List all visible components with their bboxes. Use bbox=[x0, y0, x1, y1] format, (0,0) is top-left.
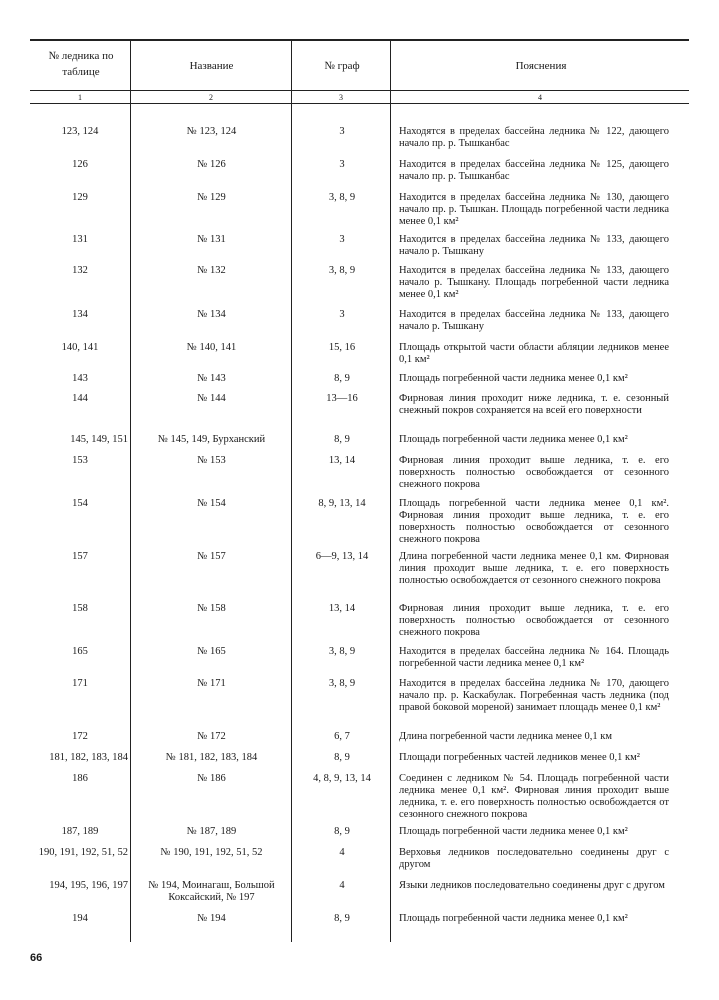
cell-graphs: 8, 9 bbox=[334, 752, 350, 763]
cell-note: Находится в пределах бассейна ледника № 170, дающего начало пр. р. Каскабулак. Погребенная часть ледника (под правой боковой мореной) занимает площадь менее 0,1 км² bbox=[399, 678, 669, 713]
cell-glacier-number: 143 bbox=[72, 373, 88, 384]
cell-note: Находится в пределах бассейна ледника № 133, дающего начало р. Тышкану. Площадь погребенной части ледника менее 0,1 км² bbox=[399, 265, 669, 300]
cell-glacier-number: 144 bbox=[72, 393, 88, 404]
cell-glacier-number: 145, 149, 151 bbox=[70, 434, 128, 445]
cell-note: Верховья ледников последовательно соединены друг с другом bbox=[399, 847, 669, 870]
cell-graphs: 13, 14 bbox=[328, 455, 356, 466]
cell-glacier-number: 126 bbox=[72, 159, 88, 170]
cell-note: Находится в пределах бассейна ледника № 133, дающего начало р. Тышкану bbox=[399, 309, 669, 332]
cell-name: № 186 bbox=[197, 773, 226, 784]
cell-glacier-number: 134 bbox=[72, 309, 88, 320]
cell-name: № 134 bbox=[197, 309, 226, 320]
cell-glacier-number: 171 bbox=[72, 678, 88, 689]
cell-name: № 153 bbox=[197, 455, 226, 466]
cell-note: Находится в пределах бассейна ледника № 125, дающего начало пр. р. Тышканбас bbox=[399, 159, 669, 182]
column-number-4: 4 bbox=[538, 93, 542, 102]
cell-name: № 144 bbox=[197, 393, 226, 404]
cell-graphs: 4 bbox=[339, 847, 345, 858]
cell-graphs: 8, 9 bbox=[334, 373, 350, 384]
cell-graphs: 6—9, 13, 14 bbox=[315, 551, 369, 562]
cell-name: № 194 bbox=[197, 913, 226, 924]
cell-name: № 157 bbox=[197, 551, 226, 562]
cell-graphs: 8, 9, 13, 14 bbox=[318, 498, 366, 509]
header-col-name: Название bbox=[189, 60, 234, 72]
cell-graphs: 3, 8, 9 bbox=[328, 192, 356, 203]
cell-graphs: 15, 16 bbox=[328, 342, 356, 353]
cell-note: Находится в пределах бассейна ледника № 133, дающего начало р. Тышкану bbox=[399, 234, 669, 257]
cell-glacier-number: 172 bbox=[72, 731, 88, 742]
cell-name: № 145, 149, Бурханский bbox=[157, 434, 266, 445]
header-bottom-rule bbox=[30, 90, 689, 91]
cell-graphs: 8, 9 bbox=[334, 913, 350, 924]
cell-glacier-number: 181, 182, 183, 184 bbox=[49, 752, 128, 763]
cell-graphs: 6, 7 bbox=[334, 731, 350, 742]
cell-note: Соединен с ледником № 54. Площадь погребенной части ледника менее 0,1 км². Фирновая линия проходит выше ледника, т. е. его поверхность полностью освобождается от сезонного снежного покрова bbox=[399, 773, 669, 820]
cell-graphs: 4 bbox=[339, 880, 345, 891]
cell-graphs: 13, 14 bbox=[328, 603, 356, 614]
cell-name: № 190, 191, 192, 51, 52 bbox=[160, 847, 263, 858]
column-divider-3 bbox=[390, 39, 391, 942]
cell-glacier-number: 153 bbox=[72, 455, 88, 466]
cell-name: № 194, Моинагаш, Большой Коксайский, № 197 bbox=[148, 880, 275, 903]
cell-note: Фирновая линия проходит ниже ледника, т. е. сезонный снежный покров сохраняется на всей его поверхности bbox=[399, 393, 669, 416]
cell-graphs: 3, 8, 9 bbox=[328, 265, 356, 276]
column-number-1: 1 bbox=[78, 93, 82, 102]
cell-glacier-number: 194, 195, 196, 197 bbox=[49, 880, 128, 891]
cell-graphs: 3, 8, 9 bbox=[328, 646, 356, 657]
cell-glacier-number: 132 bbox=[72, 265, 88, 276]
cell-glacier-number: 187, 189 bbox=[61, 826, 99, 837]
cell-glacier-number: 190, 191, 192, 51, 52 bbox=[38, 847, 128, 858]
cell-name: № 154 bbox=[197, 498, 226, 509]
header-col-glacier-number: № ледника по таблице bbox=[48, 50, 114, 78]
cell-note: Находится в пределах бассейна ледника № 164. Площадь погребенной части ледника менее 0,1 км² bbox=[399, 646, 669, 669]
cell-graphs: 4, 8, 9, 13, 14 bbox=[313, 773, 371, 784]
cell-glacier-number: 129 bbox=[72, 192, 88, 203]
cell-glacier-number: 165 bbox=[72, 646, 88, 657]
header-col-graphs: № граф bbox=[324, 60, 360, 72]
cell-note: Площадь погребенной части ледника менее 0,1 км² bbox=[399, 826, 628, 837]
column-number-2: 2 bbox=[209, 93, 213, 102]
cell-note: Длина погребенной части ледника менее 0,1 км bbox=[399, 731, 612, 742]
cell-name: № 143 bbox=[197, 373, 226, 384]
cell-name: № 158 bbox=[197, 603, 226, 614]
cell-name: № 165 bbox=[197, 646, 226, 657]
numbers-bottom-rule bbox=[30, 103, 689, 104]
cell-glacier-number: 131 bbox=[72, 234, 88, 245]
cell-note: Площадь погребенной части ледника менее 0,1 км² bbox=[399, 373, 628, 384]
cell-glacier-number: 154 bbox=[72, 498, 88, 509]
cell-name: № 140, 141 bbox=[186, 342, 237, 353]
cell-name: № 132 bbox=[197, 265, 226, 276]
page-number: 66 bbox=[30, 952, 43, 964]
cell-graphs: 8, 9 bbox=[334, 826, 350, 837]
cell-name: № 172 bbox=[197, 731, 226, 742]
cell-note: Площадь открытой части области абляции ледников менее 0,1 км² bbox=[399, 342, 669, 365]
cell-note: Находится в пределах бассейна ледника № 130, дающего начало пр. р. Тышкан. Площадь погребенной части ледника менее 0,1 км² bbox=[399, 192, 669, 227]
cell-note: Площадь погребенной части ледника менее 0,1 км² bbox=[399, 434, 628, 445]
column-divider-2 bbox=[291, 39, 292, 942]
header-col-notes: Пояснения bbox=[515, 60, 567, 72]
cell-name: № 126 bbox=[197, 159, 226, 170]
cell-note: Языки ледников последовательно соединены друг с другом bbox=[399, 880, 665, 891]
table-top-rule bbox=[30, 39, 689, 41]
cell-graphs: 3 bbox=[339, 126, 345, 137]
cell-note: Длина погребенной части ледника менее 0,1 км. Фирновая линия проходит выше ледника, т. е. его поверхность полностью освобождается от сезонного снежного покрова bbox=[399, 551, 669, 586]
cell-name: № 171 bbox=[197, 678, 226, 689]
cell-glacier-number: 186 bbox=[72, 773, 88, 784]
cell-note: Фирновая линия проходит выше ледника, т. е. его поверхность полностью освобождается от сезонного снежного покрова bbox=[399, 603, 669, 638]
cell-name: № 187, 189 bbox=[186, 826, 237, 837]
cell-glacier-number: 123, 124 bbox=[61, 126, 99, 137]
cell-graphs: 3 bbox=[339, 159, 345, 170]
cell-graphs: 3 bbox=[339, 309, 345, 320]
cell-note: Площади погребенных частей ледников менее 0,1 км² bbox=[399, 752, 640, 763]
cell-graphs: 3, 8, 9 bbox=[328, 678, 356, 689]
cell-glacier-number: 140, 141 bbox=[61, 342, 99, 353]
cell-glacier-number: 158 bbox=[72, 603, 88, 614]
column-number-3: 3 bbox=[339, 93, 343, 102]
cell-name: № 131 bbox=[197, 234, 226, 245]
cell-note: Находятся в пределах бассейна ледника № 122, дающего начало пр. р. Тышканбас bbox=[399, 126, 669, 149]
cell-note: Площадь погребенной части ледника менее 0,1 км². Фирновая линия проходит выше ледника, т. е. его поверхность полностью освобождается от сезонного снежного покрова bbox=[399, 498, 669, 545]
cell-note: Фирновая линия проходит выше ледника, т. е. его поверхность полностью освобождается от сезонного снежного покрова bbox=[399, 455, 669, 490]
cell-graphs: 8, 9 bbox=[334, 434, 350, 445]
cell-name: № 123, 124 bbox=[186, 126, 237, 137]
cell-graphs: 3 bbox=[339, 234, 345, 245]
cell-name: № 129 bbox=[197, 192, 226, 203]
cell-glacier-number: 157 bbox=[72, 551, 88, 562]
cell-glacier-number: 194 bbox=[72, 913, 88, 924]
column-divider-1 bbox=[130, 39, 131, 942]
cell-note: Площадь погребенной части ледника менее 0,1 км² bbox=[399, 913, 628, 924]
cell-graphs: 13—16 bbox=[326, 393, 358, 404]
cell-name: № 181, 182, 183, 184 bbox=[165, 752, 258, 763]
